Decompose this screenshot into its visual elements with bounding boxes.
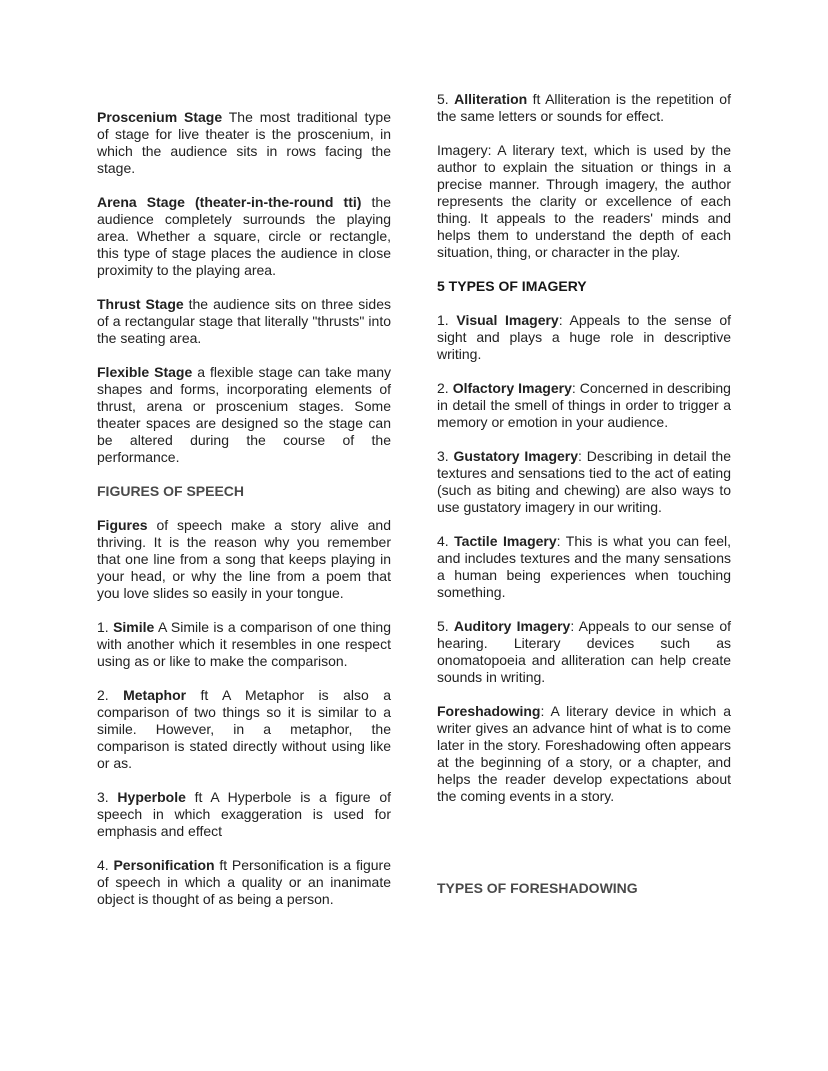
paragraph [97,296,391,347]
paragraph-number-prefix: 5. [437,618,454,634]
paragraph [97,364,391,466]
paragraph-text: of speech make a story alive and thriving. It is the reason why you remember that one line from a song that keeps playing in your head, or why the line from a poem that you love slides so easily in your tongue. [97,517,391,601]
paragraph-number-prefix: 4. [437,533,455,549]
paragraph-bold-term: Flexible Stage [97,364,193,380]
paragraph [437,618,731,686]
paragraph-text: The most traditional type of stage for live theater is the proscenium, in which the audience sits in rows facing the stage. [97,109,391,176]
paragraph-text: the audience completely surrounds the playing area. Whether a square, circle or rectangle, this type of stage places the audience in close proximity to the playing area. [97,194,392,278]
paragraph-bold-term: Thrust Stage [97,296,184,312]
paragraph-text: : This is what you can feel, and includes textures and the many sensations a human being experiences when touching something. [437,533,731,600]
paragraph [97,857,391,908]
paragraph [437,312,731,363]
paragraph-bold-term: Olfactory Imagery [452,380,572,396]
paragraph-bold-term: Figures [97,517,148,533]
section-heading: FIGURES OF SPEECH [97,483,245,499]
paragraph-bold-term: Gustatory Imagery [453,448,579,464]
paragraph-number-prefix: 3. [97,789,118,805]
paragraph-number-prefix: 5. [437,91,455,107]
paragraph [97,687,391,772]
paragraph [97,619,391,670]
paragraph-text: : A literary device in which a writer gives an advance hint of what is to come later in the story. Foreshadowing often appears at the beginning of a story, or a chapter, and helps the reader develop expectations about the coming events in a story. [437,703,731,804]
paragraph-bold-term: Foreshadowing [437,703,541,719]
section-heading: TYPES OF FORESHADOWING [437,880,638,896]
paragraph [97,789,391,840]
paragraph-bold-term: Proscenium Stage [97,109,223,125]
paragraph-bold-term: Tactile Imagery [454,533,557,549]
paragraph-text: : Appeals to our sense of hearing. Literary devices such as onomatopoeia and alliteration can help create sounds in writing. [437,618,731,685]
paragraph [437,703,731,805]
paragraph-text: Imagery: A literary text, which is used by the author to explain the situation or things in a precise manner. Through imagery, the author represents the clarity or excellence of each thing. It appeals to the readers' minds and helps them to understand the depth of each situation, thing, or character in the play. [437,142,731,260]
paragraph-text: ft Personification is a figure of speech in which a quality or an inanimate object is thought of as being a person. [97,857,391,907]
paragraph-number-prefix: 1. [437,312,457,328]
paragraph-text: a flexible stage can take many shapes and forms, incorporating elements of thrust, arena or proscenium stages. Some theater spaces are designed so the stage can be altered during the course of the performance. [97,364,391,465]
paragraph-text: A Simile is a comparison of one thing with another which it resembles in one respect using as or like to make the comparison. [97,619,391,669]
text-column-left [97,109,391,925]
paragraph-bold-term: Alliteration [454,91,528,107]
paragraph-bold-term: Visual Imagery [456,312,559,328]
paragraph [97,517,391,602]
section-heading: 5 TYPES OF IMAGERY [437,278,587,294]
paragraph-text: ft A Metaphor is also a comparison of two things so it is similar to a simile. However, in a metaphor, the comparison is stated directly without using like or as. [97,687,391,771]
paragraph-bold-term: Personification [113,857,215,873]
paragraph [437,142,731,261]
paragraph [437,380,731,431]
paragraph-number-prefix: 2. [437,380,453,396]
paragraph [437,91,731,125]
paragraph-bold-term: Metaphor [123,687,187,703]
paragraph-bold-term: Simile [113,619,155,635]
paragraph-bold-term: Arena Stage (theater-in-the-round tti) [97,194,362,210]
paragraph [97,194,391,279]
paragraph-text: ft Alliteration is the repetition of the same letters or sounds for effect. [437,91,731,124]
paragraph-bold-term: Auditory Imagery [453,618,571,634]
paragraph-text: : Describing in detail the textures and sensations tied to the act of eating (such as biting and chewing) are also ways to use gustatory imagery in our writing. [437,448,731,515]
paragraph-number-prefix: 4. [97,857,114,873]
paragraph-bold-term: Hyperbole [117,789,186,805]
paragraph-number-prefix: 2. [97,687,124,703]
paragraph [437,533,731,601]
text-column-right [437,91,731,914]
paragraph-text: ft A Hyperbole is a figure of speech in which exaggeration is used for emphasis and effect [97,789,391,839]
paragraph [437,448,731,516]
paragraph-number-prefix: 1. [97,619,114,635]
paragraph-number-prefix: 3. [437,448,454,464]
paragraph-text: the audience sits on three sides of a rectangular stage that literally "thrusts" into the seating area. [97,296,391,346]
paragraph-text: : Appeals to the sense of sight and plays a huge role in descriptive writing. [437,312,731,362]
paragraph [97,109,391,177]
paragraph-text: : Concerned in describing in detail the smell of things in order to trigger a memory or emotion in your audience. [437,380,731,430]
